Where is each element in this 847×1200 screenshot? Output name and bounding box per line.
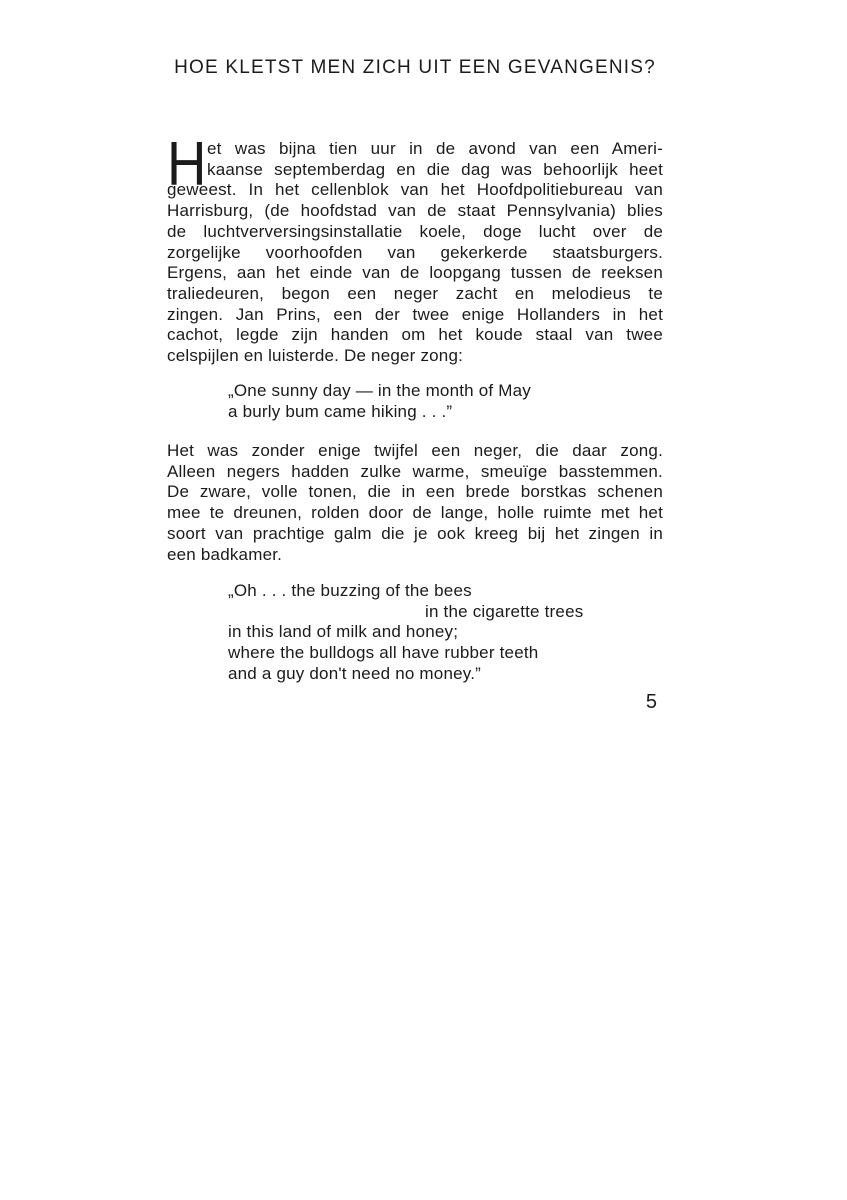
text-line: cachot, legde zijn handen om het koude staal van twee: [167, 325, 663, 345]
text-line: een badkamer.: [167, 544, 283, 564]
paragraph-2: [167, 441, 663, 565]
drop-cap: H: [167, 130, 207, 199]
text-line: De zware, volle tonen, die in een brede borstkas schenen: [167, 482, 663, 502]
song-quote-1: [167, 381, 663, 422]
text-line: mee te dreunen, rolden door de lange, holle ruimte met het: [167, 503, 663, 523]
text-line: kaanse septemberdag en die dag was behoorlijk heet: [207, 159, 663, 179]
text-line: zorgelijke voorhoofden van gekerkerde staatsburgers.: [167, 242, 663, 262]
quote-line: „One sunny day — in the month of May: [228, 381, 531, 400]
text-line: Het was zonder enige twijfel een neger, die daar zong.: [167, 441, 663, 460]
text-line: traliedeuren, begon een neger zacht en melodieus te: [167, 283, 663, 303]
text-line: Harrisburg, (de hoofdstad van de staat Pennsylvania) blies: [167, 201, 663, 221]
quote-line: „Oh . . . the buzzing of the bees: [228, 581, 472, 600]
text-line: geweest. In het cellenblok van het Hoofdpolitiebureau van: [167, 180, 663, 200]
text-line: celspijlen en luisterde. De neger zong:: [167, 346, 464, 366]
page-number: 5: [645, 691, 657, 713]
page-title: HOE KLETST MEN ZICH UIT EEN GEVANGENIS?: [174, 57, 656, 78]
quote-line: a burly bum came hiking . . .”: [228, 401, 453, 421]
opening-paragraph: [167, 130, 663, 367]
text-line: zingen. Jan Prins, een der twee enige Hollanders in het: [167, 304, 663, 324]
song-quote-2: [167, 581, 663, 685]
text-line: Alleen negers hadden zulke warme, smeuïge basstemmen.: [167, 461, 663, 481]
quote-line: in this land of milk and honey;: [228, 622, 459, 642]
quote-line: where the bulldogs all have rubber teeth: [228, 643, 539, 663]
quote-line: in the cigarette trees: [425, 601, 584, 621]
quote-line: and a guy don't need no money.”: [228, 663, 481, 683]
text-line: Ergens, aan het einde van de loopgang tussen de reeksen: [167, 263, 663, 283]
text-line: de luchtverversingsinstallatie koele, doge lucht over de: [167, 221, 663, 241]
text-line: et was bijna tien uur in de avond van een Ameri-: [207, 139, 663, 158]
text-line: soort van prachtige galm die je ook kreeg bij het zingen in: [167, 523, 663, 543]
